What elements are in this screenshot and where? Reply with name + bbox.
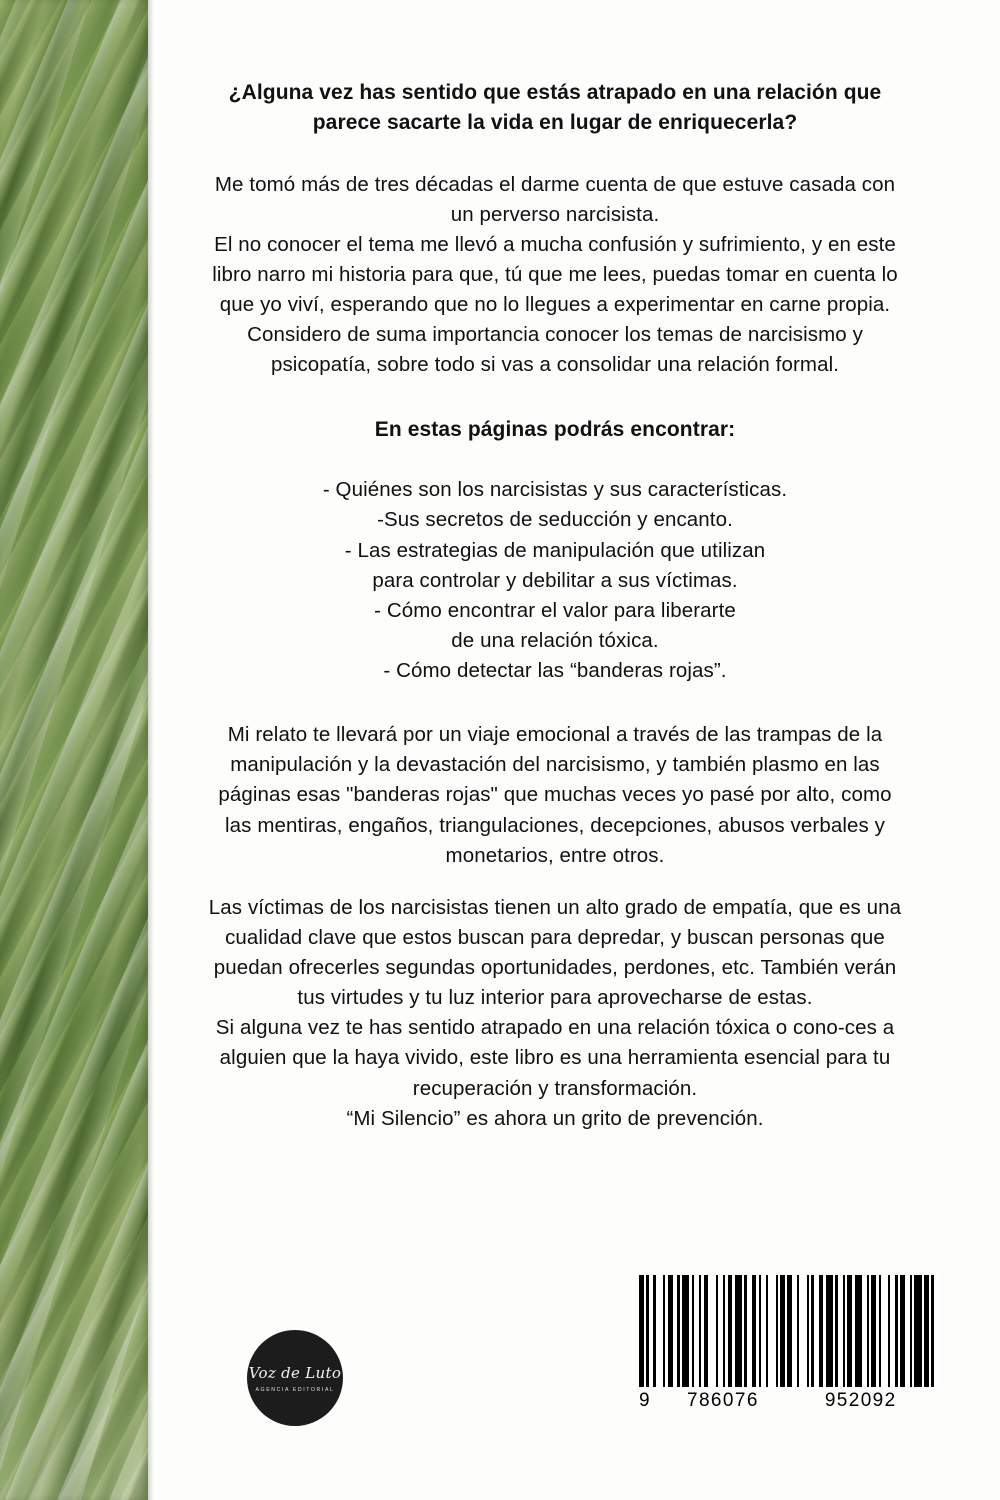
barcode-bar — [682, 1275, 689, 1387]
barcode-bar — [656, 1275, 663, 1387]
list-item: para controlar y debilitar a sus víctimas. — [372, 568, 738, 592]
blurb-bullet-list — [205, 475, 905, 686]
barcode-group-1: 786076 — [687, 1390, 759, 1411]
spine-green-texture — [0, 0, 148, 1500]
publisher-tagline: AGENCIA EDITORIAL — [255, 1386, 335, 1393]
list-item: -Sus secretos de seducción y encanto. — [377, 508, 733, 532]
back-cover-blurb — [205, 78, 905, 1134]
blurb-headline: ¿Alguna vez has sentido que estás atrapado en una relación que parece sacarte la vida en lugar de enriquecerla? — [228, 81, 882, 134]
barcode-bar — [826, 1275, 833, 1387]
barcode-bar — [855, 1275, 862, 1387]
barcode-bar — [735, 1275, 742, 1387]
blurb-paragraph-6: Si alguna vez te has sentido atrapado en una relación tóxica o cono-ces a alguien que la haya vivido, este libro es una herramienta esencial para tu recuperación y transformación. — [215, 1016, 895, 1100]
blurb-paragraph-4: Mi relato te llevará por un viaje emocional a través de las trampas de la manipulación y la devastación del narcisismo, y también plasmo en las páginas esas "banderas rojas" que muchas veces yo pasé por alto, como las mentiras, engaños, triangulaciones, decepciones, abusos verbales y monetarios, entre otros. — [218, 723, 892, 867]
barcode-bar — [708, 1275, 715, 1387]
list-item: - Cómo detectar las “banderas rojas”. — [383, 659, 727, 683]
blurb-closing-line: “Mi Silencio” es ahora un grito de prevención. — [346, 1106, 764, 1130]
barcode-lead-digit: 9 — [639, 1390, 651, 1411]
blurb-paragraph-3: Considero de suma importancia conocer los temas de narcisismo y psicopatía, sobre todo si vas a consolidar una relación formal. — [247, 323, 863, 377]
spine-shadow-edge — [148, 0, 154, 1500]
barcode-bar — [799, 1275, 806, 1387]
barcode-digits — [639, 1390, 939, 1412]
isbn-barcode — [639, 1275, 939, 1412]
barcode-bars — [639, 1275, 939, 1387]
blurb-subhead: En estas páginas podrás encontrar: — [374, 417, 736, 441]
blurb-paragraph-2: El no conocer el tema me llevó a mucha confusión y sufrimiento, y en este libro narro mi historia para que, tú que me lees, puedas tomar en cuenta lo que yo viví, esperando que no lo llegues a experimentar en carne propia. — [212, 232, 898, 317]
blurb-paragraph-1: Me tomó más de tres décadas el darme cuenta de que estuve casada con un perverso narcisista. — [214, 172, 896, 226]
publisher-logo — [247, 1330, 343, 1426]
barcode-bar — [768, 1275, 775, 1387]
list-item: - Quiénes son los narcisistas y sus características. — [322, 478, 788, 502]
publisher-name: Voz de Luto — [248, 1363, 342, 1382]
barcode-bar — [934, 1275, 939, 1387]
barcode-bar — [914, 1275, 921, 1387]
list-item: - Las estrategias de manipulación que utilizan — [344, 538, 766, 562]
barcode-bar — [881, 1275, 888, 1387]
list-item: de una relación tóxica. — [451, 628, 659, 652]
barcode-group-2: 952092 — [824, 1390, 897, 1411]
blurb-paragraph-5: Las víctimas de los narcisistas tienen un alto grado de empatía, que es una cualidad clave que estos buscan para depredar, y buscan personas que puedan ofrecerles segundas oportunidades, perdones, etc. También verán tus virtudes y tu luz interior para aprovecharse de estas. — [208, 895, 902, 1010]
list-item: - Cómo encontrar el valor para liberarte — [374, 598, 736, 622]
